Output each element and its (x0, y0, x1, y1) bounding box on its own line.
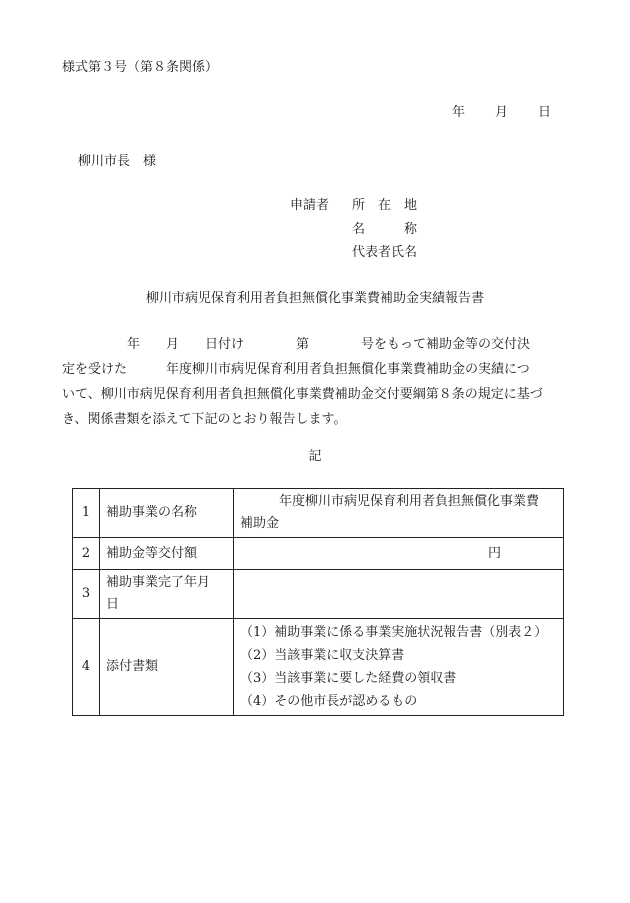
attachment-item: （2）当該事業に収支決算書 (240, 648, 405, 663)
applicant-representative-label: 代表者氏名 (352, 245, 418, 260)
label-line: 日 (106, 597, 120, 612)
row-number: 3 (73, 570, 100, 619)
row-label (100, 570, 234, 619)
project-name-line: 補助金 (240, 516, 280, 531)
addressee: 柳川市長 様 (78, 154, 157, 169)
table-row (73, 619, 564, 716)
document-title: 柳川市病児保育利用者負担無償化事業費補助金実績報告書 (145, 291, 484, 306)
row-value (234, 489, 564, 538)
date-day-label: 日 (538, 105, 552, 120)
applicant-address-label: 所 在 地 (352, 198, 418, 213)
project-name-line: 年度柳川市病児保育利用者負担無償化事業費 (240, 494, 540, 509)
date-year-label: 年 (452, 105, 466, 120)
details-table (72, 488, 564, 716)
body-line: き、関係書類を添えて下記のとおり報告します。 (62, 412, 347, 427)
applicant-name-label: 名 称 (352, 222, 418, 237)
body-paragraph (62, 332, 582, 432)
body-line: いて、柳川市病児保育利用者負担無償化事業費補助金交付要綱第８条の規定に基づ (62, 387, 543, 402)
row-number: 1 (73, 489, 100, 538)
row-number: 4 (73, 619, 100, 716)
table-row (73, 489, 564, 538)
attachment-item: （3）当該事業に要した経費の領収書 (240, 671, 457, 686)
ki-heading: 記 (308, 449, 322, 464)
date-line (452, 101, 551, 120)
amount-unit: 円 (234, 538, 564, 570)
applicant-label: 申請者 (290, 198, 330, 213)
row-label: 添付書類 (100, 619, 234, 716)
label-line: 補助事業完了年月 (106, 575, 211, 590)
row-number: 2 (73, 538, 100, 570)
attachment-item: （1）補助事業に係る事業実施状況報告書（別表２） (240, 625, 548, 640)
table-row (73, 538, 564, 570)
attachment-item: （4）その他市長が認めるもの (240, 694, 418, 709)
body-line: 定を受けた 年度柳川市病児保育利用者負担無償化事業費補助金の実績につ (62, 362, 530, 377)
table-row (73, 570, 564, 619)
date-month-label: 月 (495, 105, 509, 120)
form-number: 様式第３号（第８条関係） (62, 60, 219, 75)
body-line: 年 月 日付け 第 号をもって補助金等の交付決 (62, 337, 531, 352)
row-value (234, 570, 564, 619)
row-label: 補助事業の名称 (100, 489, 234, 538)
attachment-list (234, 619, 564, 716)
row-label: 補助金等交付額 (100, 538, 234, 570)
